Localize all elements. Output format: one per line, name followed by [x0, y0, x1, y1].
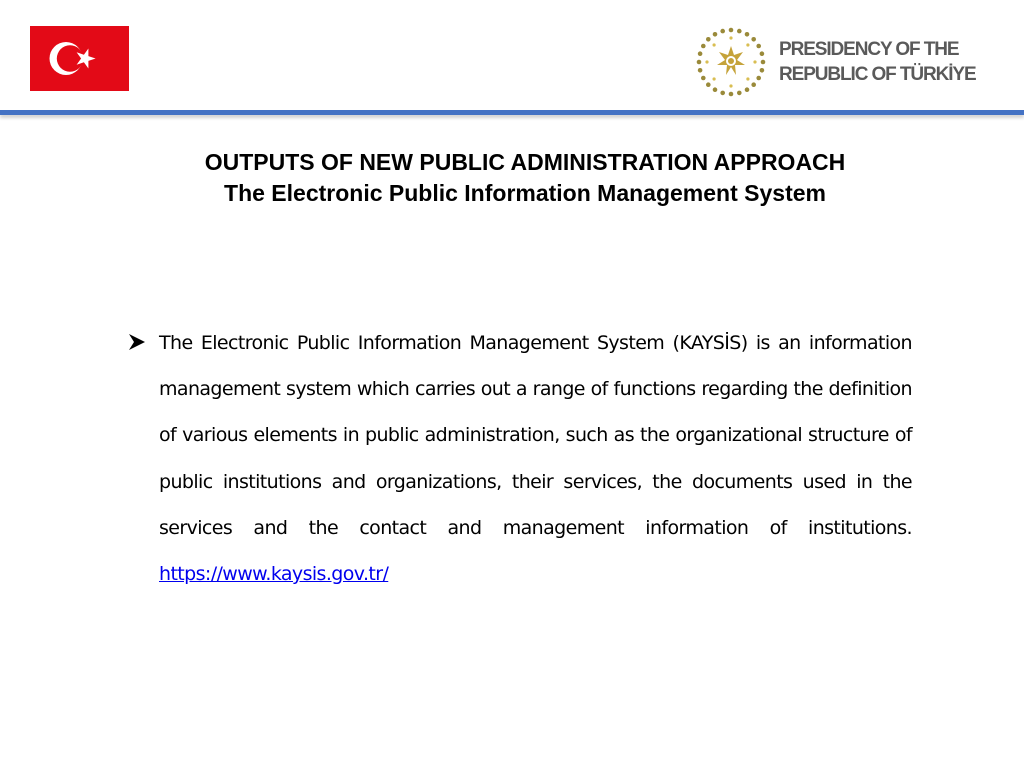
bullet-paragraph	[159, 320, 912, 597]
body-text: The Electronic Public Information Management System (KAYSİS) is an information management system which carries out a range of functions regarding the definition of various elements in public administration, such as the organizational structure of public institutions and organizations, their services, the documents used in the services and the contact and management information of institutions.	[159, 332, 912, 539]
slide-title	[0, 147, 1024, 209]
arrow-bullet-icon	[128, 333, 146, 351]
title-line-1: OUTPUTS OF NEW PUBLIC ADMINISTRATION APPROACH	[204, 149, 846, 175]
title-line-2: The Electronic Public Information Management System	[224, 180, 826, 206]
turkish-flag-icon	[30, 26, 129, 91]
presidency-logo	[694, 24, 994, 100]
kaysis-link[interactable]: https://www.kaysis.gov.tr/	[159, 563, 389, 586]
presidential-emblem-icon	[694, 24, 768, 98]
presidency-line-1: PRESIDENCY OF THE	[779, 39, 959, 60]
presidency-wordmark	[779, 37, 976, 87]
presidency-line-2: REPUBLIC OF TÜRKİYE	[779, 64, 976, 85]
header-divider	[0, 110, 1024, 115]
bullet-item	[128, 320, 912, 597]
